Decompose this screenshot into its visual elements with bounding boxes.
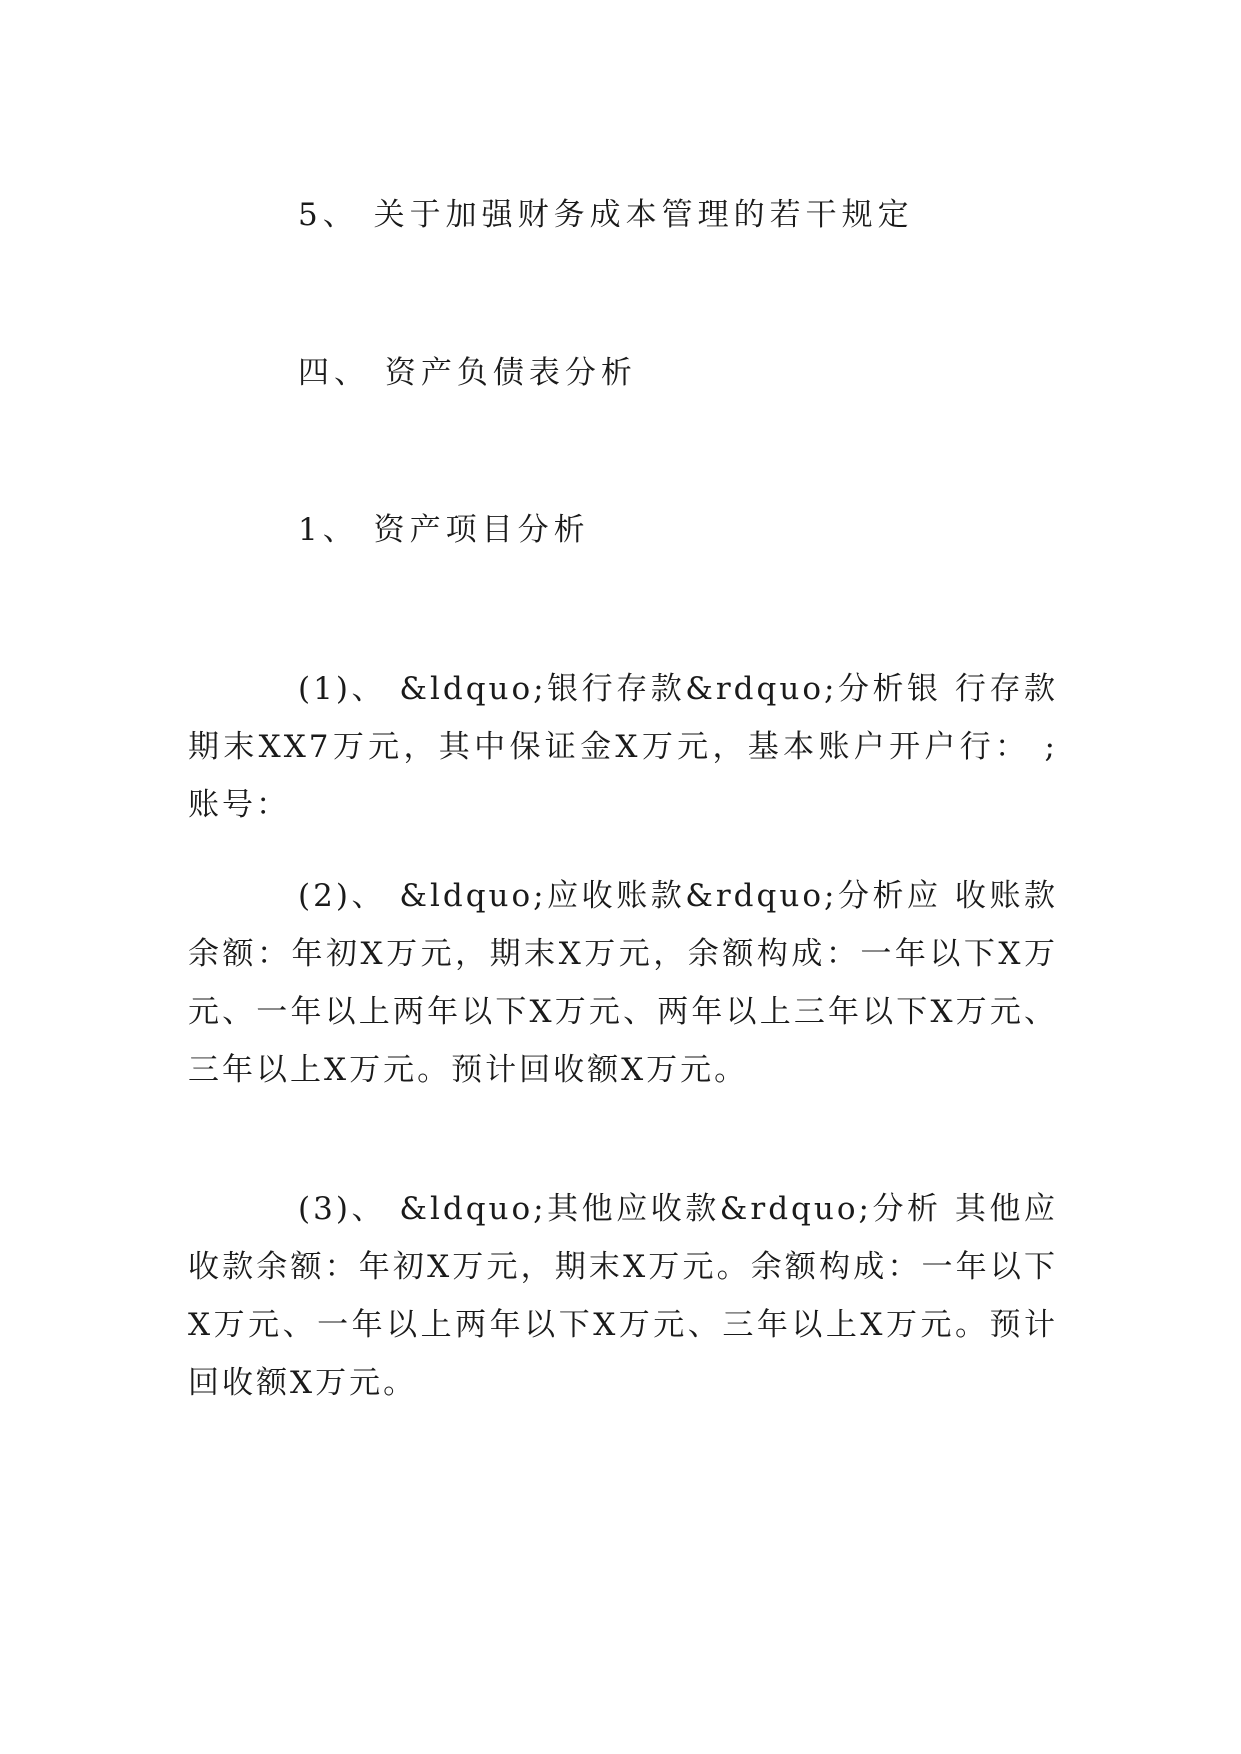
paragraph-accounts-receivable: (2)、 &ldquo;应收账款&rdquo;分析应 收账款余额：年初X万元，期末X万元，余额构成：一年以下X万元、一年以上两年以下X万元、两年以上三年以下X万元、三年以上X万元。预计回收额X万元。 [188,878,1058,1088]
paragraph-bank-deposit: (1)、 &ldquo;银行存款&rdquo;分析银 行存款期末XX7万元，其中保证金X万元，基本账户开户行： ;账号： [188,671,1058,823]
section-heading-1: 1、 资产项目分析 [298,512,590,548]
section-heading-5: 5、 关于加强财务成本管理的若干规定 [298,197,914,233]
section-heading-four: 四、 资产负债表分析 [298,355,637,391]
paragraph-other-receivables: (3)、 &ldquo;其他应收款&rdquo;分析 其他应收款余额：年初X万元，期末X万元。余额构成：一年以下X万元、一年以上两年以下X万元、三年以上X万元。预计回收额X万元。 [188,1191,1058,1401]
